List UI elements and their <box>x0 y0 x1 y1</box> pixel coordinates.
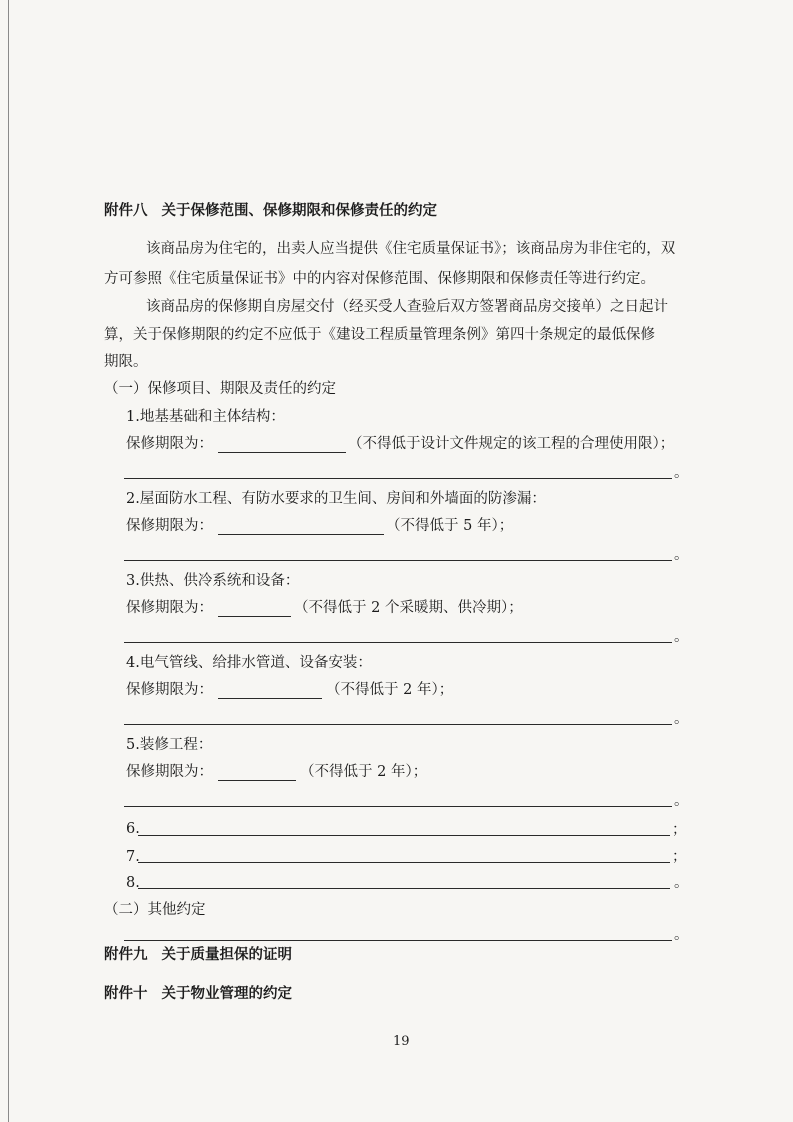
item3-end-mark: 。 <box>674 629 689 645</box>
item1-title: 1.地基基础和主体结构： <box>126 409 285 425</box>
item2-period-blank[interactable] <box>218 534 384 535</box>
item5-responsibility-blank[interactable] <box>124 806 672 807</box>
annex10-title: 关于物业管理的约定 <box>161 986 292 1002</box>
item8-blank[interactable] <box>138 888 670 889</box>
item4-note: （不得低于 2 年）； <box>326 682 454 698</box>
section2-blank[interactable] <box>124 940 672 941</box>
para1-line1: 该商品房为住宅的，出卖人应当提供《住宅质量保证书》；该商品房为非住宅的，双 <box>146 241 676 257</box>
item2-end-mark: 。 <box>674 547 689 563</box>
item3-responsibility-blank[interactable] <box>124 642 672 643</box>
item6-blank[interactable] <box>138 835 670 836</box>
item2-period-label: 保修期限为： <box>126 518 213 534</box>
item4-responsibility-blank[interactable] <box>124 724 672 725</box>
annex8-title: 关于保修范围、保修期限和保修责任的约定 <box>161 203 437 219</box>
annex9-label: 附件九 <box>104 947 148 963</box>
item8-end-mark: 。 <box>674 875 689 891</box>
item5-period-label: 保修期限为： <box>126 764 213 780</box>
item2-responsibility-blank[interactable] <box>124 560 672 561</box>
item3-period-label: 保修期限为： <box>126 600 213 616</box>
item7-blank[interactable] <box>138 862 670 863</box>
scan-edge <box>8 0 9 1122</box>
section2-end-mark: 。 <box>674 927 689 943</box>
item5-end-mark: 。 <box>674 793 689 809</box>
item4-title: 4.电气管线、给排水管道、设备安装： <box>126 655 372 671</box>
item6-number: 6. <box>126 821 140 837</box>
item3-title: 3.供热、供冷系统和设备： <box>126 573 300 589</box>
item1-note: （不得低于设计文件规定的该工程的合理使用限）； <box>348 436 675 452</box>
item7-number: 7. <box>126 849 140 865</box>
item3-period-blank[interactable] <box>218 616 291 617</box>
page-number: 19 <box>393 1034 410 1049</box>
annex10-heading <box>104 987 292 1002</box>
item8-number: 8. <box>126 875 140 891</box>
para2-line2: 算，关于保修期限的约定不应低于《建设工程质量管理条例》第四十条规定的最低保修 <box>104 327 655 343</box>
item5-note: （不得低于 2 年）； <box>300 764 428 780</box>
item6-end-mark: ； <box>672 822 687 838</box>
item1-end-mark: 。 <box>674 465 689 481</box>
item1-period-blank[interactable] <box>218 452 346 453</box>
annex8-label: 附件八 <box>104 203 148 219</box>
item2-title: 2.屋面防水工程、有防水要求的卫生间、房间和外墙面的防渗漏： <box>126 491 546 507</box>
item7-end-mark: ； <box>672 849 687 865</box>
para2-line3: 期限。 <box>104 354 148 370</box>
item5-period-blank[interactable] <box>218 780 296 781</box>
para1-line2: 方可参照《住宅质量保证书》中的内容对保修范围、保修期限和保修责任等进行约定。 <box>104 271 655 287</box>
item4-end-mark: 。 <box>674 711 689 727</box>
annex8-heading <box>104 204 437 219</box>
item2-note: （不得低于 5 年）； <box>386 518 514 534</box>
item1-responsibility-blank[interactable] <box>124 478 672 479</box>
item5-title: 5.装修工程： <box>126 737 213 753</box>
annex10-label: 附件十 <box>104 986 148 1002</box>
annex9-title: 关于质量担保的证明 <box>161 947 292 963</box>
para2-line1: 该商品房的保修期自房屋交付（经买受人查验后双方签署商品房交接单）之日起计 <box>146 299 668 315</box>
annex9-heading <box>104 948 292 963</box>
item4-period-label: 保修期限为： <box>126 682 213 698</box>
section2-heading: （二）其他约定 <box>104 902 206 918</box>
section1-heading: （一）保修项目、期限及责任的约定 <box>104 381 336 397</box>
item1-period-label: 保修期限为： <box>126 436 213 452</box>
item4-period-blank[interactable] <box>218 698 322 699</box>
item3-note: （不得低于 2 个采暖期、供冷期）； <box>294 600 523 616</box>
